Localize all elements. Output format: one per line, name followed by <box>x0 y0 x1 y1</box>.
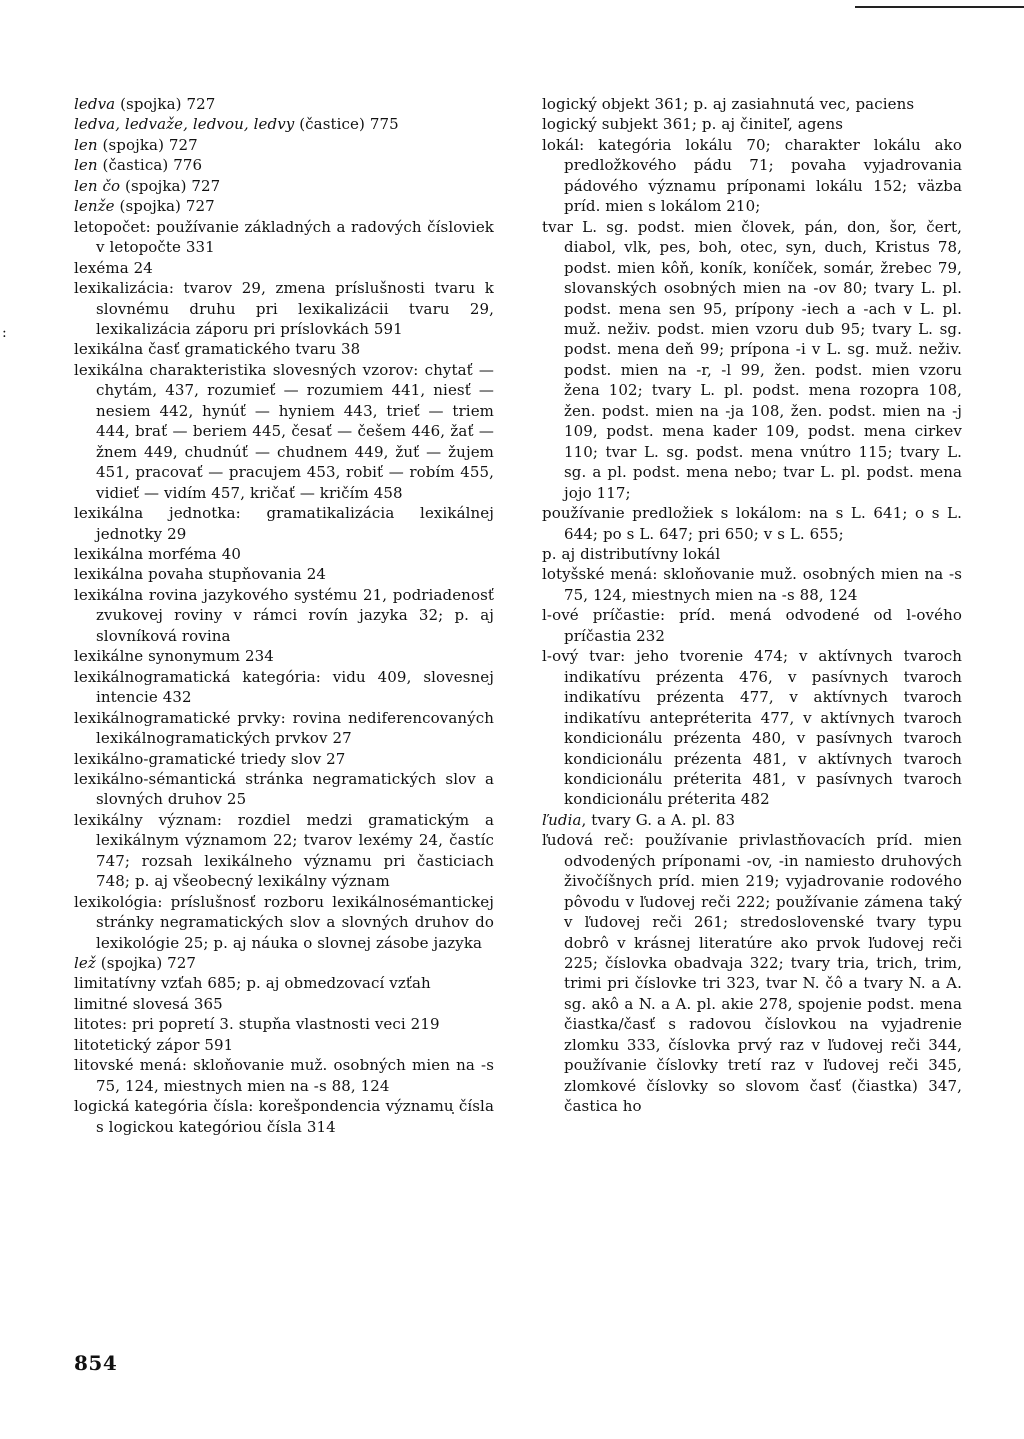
entry-text: litovské mená: skloňovanie muž. osobných mien na -s 75, 124, miestnych mien na -s 88, 124 <box>74 1056 494 1095</box>
entry-headword: ľudia <box>542 810 582 829</box>
index-entry <box>74 278 494 339</box>
entry-text: lexikálna povaha stupňovania 24 <box>74 565 327 584</box>
entry-text: lexikálna morféma 40 <box>74 544 242 563</box>
entry-text: lexikálno-sémantická stránka negramatických slov a slovných druhov 25 <box>74 769 494 809</box>
entry-headword: len <box>74 156 98 175</box>
entry-headword: ledva <box>74 95 116 113</box>
index-entry <box>542 114 962 134</box>
index-entry <box>74 258 494 278</box>
index-entry <box>542 564 962 605</box>
index-entry <box>74 585 494 646</box>
index-entry <box>74 1055 494 1096</box>
index-entry <box>542 646 962 810</box>
index-entry <box>74 564 494 584</box>
top-rule <box>855 6 1024 8</box>
entry-text: ľudová reč: používanie privlastňovacích príd. mien odvodených príponami -ov, -in namiesto druhových živočíšnych príd. mien 219; vyjadrovanie rodového pôvodu v ľudovej reči 222; používanie zámena taký v ľudovej reči 261; stredoslovenské tvary typu dobrô v krásnej literatúre ako prvok ľudovej reči 225; číslovka obadvaja 322; tvary tria, trich, trim, trimi pri číslovke tri 323, tvar N. čô a tvary N. a A. sg. akô a N. a A. pl. akie 278, spojenie podst. mena čiastka/časť s radovou číslovkou na vyjadrenie zlomku 333, číslovka prvý raz v ľudovej reči 344, používanie číslovky tretí raz v ľudovej reči 345, zlomkové číslovky so slovom časť (čiastka) 347, častica ho <box>542 831 962 1116</box>
entry-text: logický subjekt 361; p. aj činiteľ, agens <box>542 115 844 134</box>
entry-text: , tvary G. a A. pl. 83 <box>581 810 736 829</box>
entry-text: lexikálna časť gramatického tvaru 38 <box>74 340 361 359</box>
entry-text: používanie predložiek s lokálom: na s L. 641; o s L. 644; po s L. 647; pri 650; v s L. 655; <box>542 504 962 543</box>
index-entry <box>542 503 962 544</box>
entry-text: tvar L. sg. podst. mien človek, pán, don, šor, čert, diabol, vlk, pes, boh, otec, syn, duch, Kristus 78, podst. mien kôň, koník, koníček, somár, žrebec 79, slovanských osobných mien na -ov 80; tvary L. pl. podst. mena sen 95, prípony -iech a -ach v L. pl. muž. neživ. podst. mien vzoru dub 95; tvary L. sg. podst. mena deň 99; prípona -i v L. sg. muž. neživ. podst. mien na -r, -l 99, žen. podst. mien vzoru žena 102; tvary L. pl. podst. mena rozopra 108, žen. podst. mien na -ja 108, žen. podst. mien na -j 109, podst. mena kader 109, podst. mena cirkev 110; tvar L. sg. podst. mena vnútro 115; tvary L. sg. a pl. podst. mena nebo; tvar L. pl. podst. mena jojo 117; <box>542 217 962 502</box>
entry-text: lexikálno-gramatické triedy slov 27 <box>74 749 346 768</box>
index-entry <box>74 1014 494 1034</box>
index-entry <box>542 830 962 1116</box>
entry-text: logický objekt 361; p. aj zasiahnutá vec, paciens <box>542 95 915 113</box>
entry-text: p. aj distributívny lokál <box>542 544 721 563</box>
index-entry <box>74 994 494 1014</box>
entry-text: lexikálnogramatické prvky: rovina nediferencovaných lexikálnogramatických prvkov 27 <box>74 708 494 748</box>
page-number: 854 <box>74 1351 118 1375</box>
entry-text: lexéma 24 <box>74 258 153 277</box>
entry-text: (spojka) 727 <box>120 176 221 195</box>
entry-text: logická kategória čísla: korešpondencia významu čísla s logickou kategóriou čísla 314 <box>74 1097 494 1136</box>
index-page <box>74 94 962 1137</box>
index-entry <box>542 605 962 646</box>
entry-text: (spojka) 727 <box>97 135 198 154</box>
index-entry <box>542 544 962 564</box>
index-entry <box>74 953 494 973</box>
right-column <box>542 94 962 1137</box>
index-entry <box>74 973 494 993</box>
index-entry <box>542 217 962 503</box>
index-entry <box>74 155 494 175</box>
index-entry <box>74 708 494 749</box>
index-entry <box>74 646 494 666</box>
entry-text: lexikálnogramatická kategória: vidu 409, slovesnej intencie 432 <box>74 667 494 707</box>
index-entry <box>74 503 494 544</box>
entry-text: limitatívny vzťah 685; p. aj obmedzovací vzťah <box>74 974 431 993</box>
index-entry <box>542 94 962 114</box>
entry-text: litotes: pri popretí 3. stupňa vlastnosti veci 219 <box>74 1015 440 1034</box>
entry-text: (spojka) 727 <box>115 95 216 113</box>
index-entry <box>74 892 494 953</box>
entry-headword: lež <box>74 954 96 973</box>
entry-text: letopočet: používanie základných a radových čísloviek v letopočte 331 <box>74 217 494 257</box>
entry-text: lokál: kategória lokálu 70; charakter lokálu ako predložkového pádu 71; povaha vyjadrovania pádového významu príponami lokálu 152; väzba príd. mien s lokálom 210; <box>542 135 962 216</box>
index-entry <box>74 94 494 114</box>
entry-text: litotetický zápor 591 <box>74 1035 234 1054</box>
index-entry <box>74 196 494 216</box>
entry-text: lotyšské mená: skloňovanie muž. osobných mien na -s 75, 124, miestnych mien na -s 88, 124 <box>542 565 962 604</box>
entry-text: (častica) 776 <box>97 156 203 175</box>
entry-headword: ledva, ledvaže, ledvou, ledvy <box>74 115 295 134</box>
entry-text: (spojka) 727 <box>95 954 197 973</box>
index-entry <box>74 810 494 892</box>
margin-mark: : <box>2 325 7 341</box>
index-entry <box>74 135 494 155</box>
entry-text: lexikálna rovina jazykového systému 21, podriadenosť zvukovej roviny v rámci rovín jazyka 32; p. aj slovníková rovina <box>74 585 494 645</box>
entry-text: l-ový tvar: jeho tvorenie 474; v aktívnych tvaroch indikatívu prézenta 476, v pasívnych tvaroch indikatívu prézenta 477, v aktívnych tvaroch indikatívu antepréterita 477, v aktívnych tvaroch kondicionálu prézenta 480, v pasívnych tvaroch kondicionálu prézenta 481, v aktívnych tvaroch kondicionálu préterita 481, v pasívnych tvaroch kondicionálu préterita 482 <box>542 647 962 809</box>
index-entry <box>74 360 494 503</box>
entry-text: limitné slovesá 365 <box>74 994 223 1013</box>
entry-text: l-ové príčastie: príd. mená odvodené od l-ového príčastia 232 <box>542 606 962 645</box>
entry-text: lexikálna charakteristika slovesných vzorov: chytať — chytám, 437, rozumieť — rozumiem 441, niesť — nesiem 442, hynúť — hyniem 443, trieť — triem 444, brať — beriem 445, česať — češem 446, žať — žnem 449, chudnúť — chudnem 449, žuť — žujem 451, pracovať — pracujem 453, robiť — robím 455, vidieť — vidím 457, kričať — kričím 458 <box>74 360 494 502</box>
index-entry <box>74 769 494 810</box>
index-entry <box>542 810 962 830</box>
entry-text: lexikálne synonymum 234 <box>74 647 274 666</box>
entry-text: lexikálny význam: rozdiel medzi gramatickým a lexikálnym významom 22; tvarov lexémy 24, častíc 747; rozsah lexikálneho významu pri časticiach 748; p. aj všeobecný lexikálny význam <box>74 810 494 891</box>
left-column <box>74 94 494 1137</box>
index-entry <box>74 1035 494 1055</box>
index-entry <box>74 544 494 564</box>
index-entry <box>74 667 494 708</box>
index-entry <box>74 114 494 134</box>
entry-text: (častice) 775 <box>294 115 399 134</box>
entry-text: (spojka) 727 <box>114 197 215 216</box>
index-entry <box>74 217 494 258</box>
entry-headword: len <box>74 135 98 154</box>
entry-text: lexikológia: príslušnosť rozboru lexikálnosémantickej stránky negramatických slov a slovných druhov do lexikológie 25; p. aj náuka o slovnej zásobe jazyka <box>74 892 494 952</box>
entry-text: lexikálna jednotka: gramatikalizácia lexikálnej jednotky 29 <box>74 504 494 543</box>
index-entry <box>74 749 494 769</box>
index-entry <box>542 135 962 217</box>
entry-text: lexikalizácia: tvarov 29, zmena príslušnosti tvaru k slovnému druhu pri lexikalizácii tvaru 29, lexikalizácia záporu pri príslovkách 591 <box>74 279 494 338</box>
entry-headword: lenže <box>74 197 115 216</box>
entry-headword: len čo <box>74 176 121 195</box>
index-entry <box>74 1096 494 1137</box>
index-entry <box>74 176 494 196</box>
index-entry <box>74 339 494 359</box>
